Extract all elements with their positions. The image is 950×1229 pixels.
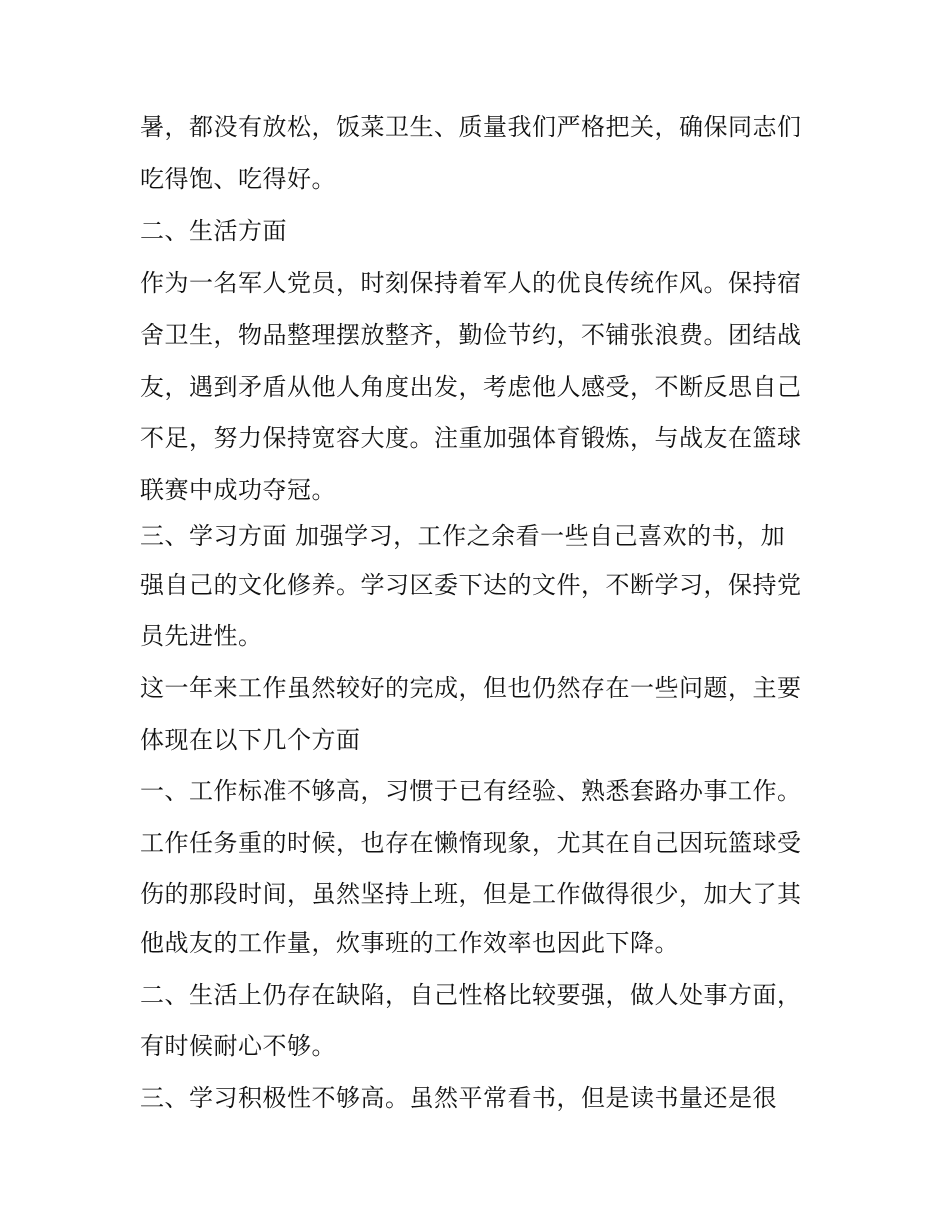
text-line: 他战友的工作量，炊事班的工作效率也因此下降。 bbox=[140, 929, 679, 957]
text-line: 伤的那段时间，虽然坚持上班，但是工作做得很少，加大了其 bbox=[140, 880, 802, 908]
text-line: 联赛中成功夺冠。 bbox=[140, 476, 336, 504]
text-line: 三、学习积极性不够高。虽然平常看书，但是读书量还是很 bbox=[140, 1084, 777, 1112]
text-line: 吃得饱、吃得好。 bbox=[140, 165, 336, 193]
text-line: 一、工作标准不够高，习惯于已有经验、熟悉套路办事工作。 bbox=[140, 777, 802, 805]
text-line: 工作任务重的时候，也存在懒惰现象，尤其在自己因玩篮球受 bbox=[140, 829, 802, 857]
text-line: 二、生活上仍存在缺陷，自己性格比较要强，做人处事方面， bbox=[140, 981, 802, 1009]
text-line: 有时候耐心不够。 bbox=[140, 1032, 336, 1060]
text-line: 友，遇到矛盾从他人角度出发，考虑他人感受，不断反思自己 bbox=[140, 373, 802, 401]
section-heading: 三、学习方面 加强学习，工作之余看一些自己喜欢的书，加 bbox=[140, 522, 786, 550]
text-line: 不足，努力保持宽容大度。注重加强体育锻炼，与战友在篮球 bbox=[140, 424, 802, 452]
text-line: 作为一名军人党员，时刻保持着军人的优良传统作风。保持宿 bbox=[140, 269, 802, 297]
text-line: 暑，都没有放松，饭菜卫生、质量我们严格把关，确保同志们 bbox=[140, 113, 802, 141]
section-heading: 二、生活方面 bbox=[140, 217, 287, 245]
text-line: 强自己的文化修养。学习区委下达的文件，不断学习，保持党 bbox=[140, 571, 802, 599]
text-line: 员先进性。 bbox=[140, 622, 263, 650]
text-line: 舍卫生，物品整理摆放整齐，勤俭节约，不铺张浪费。团结战 bbox=[140, 321, 802, 349]
text-line: 体现在以下几个方面 bbox=[140, 726, 361, 754]
text-line: 这一年来工作虽然较好的完成，但也仍然存在一些问题，主要 bbox=[140, 674, 802, 702]
